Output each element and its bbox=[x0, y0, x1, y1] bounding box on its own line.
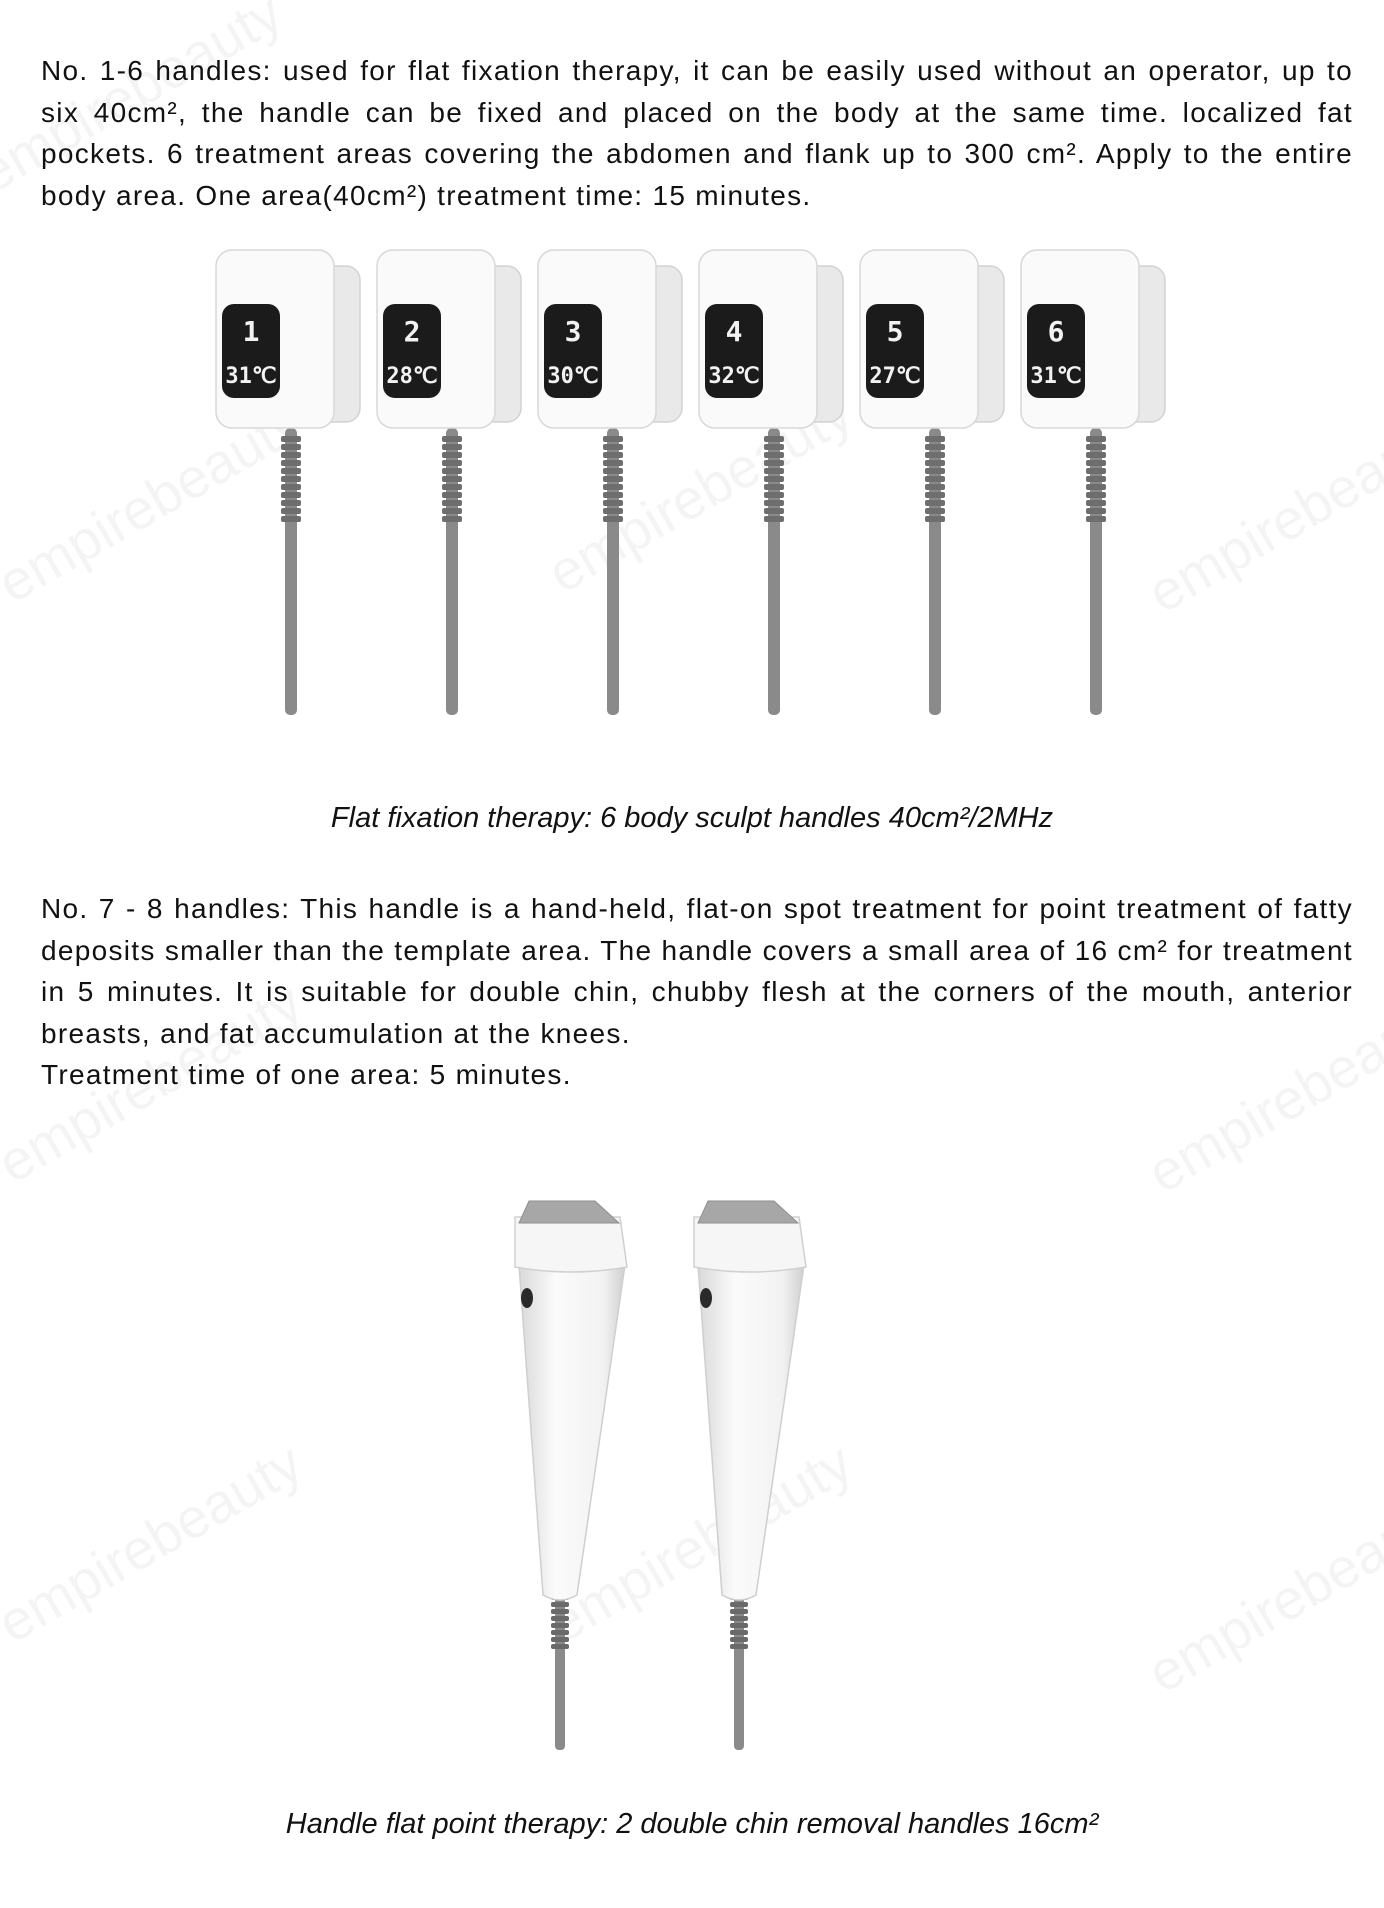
pad-handle bbox=[538, 250, 682, 715]
handle-number: 1 bbox=[242, 315, 260, 348]
handle-number: 6 bbox=[1047, 315, 1065, 348]
handle-number: 2 bbox=[403, 315, 421, 348]
pad-handle bbox=[860, 250, 1004, 715]
strain-relief bbox=[764, 436, 784, 522]
pad-handle bbox=[1021, 250, 1165, 715]
point-handle bbox=[515, 1201, 627, 1750]
handle-head bbox=[515, 1217, 627, 1272]
section2-time-line: Treatment time of one area: 5 minutes. bbox=[41, 1059, 572, 1090]
treatment-plate bbox=[698, 1201, 798, 1223]
point-handle bbox=[694, 1201, 806, 1750]
handle-temp: 30℃ bbox=[547, 364, 599, 389]
strain-relief bbox=[442, 436, 462, 522]
strain-relief bbox=[603, 436, 623, 522]
point-handles-image bbox=[0, 1195, 1384, 1770]
strain-relief bbox=[925, 436, 945, 522]
strain-relief bbox=[281, 436, 301, 522]
pad-handle bbox=[216, 250, 360, 715]
handle-body bbox=[519, 1265, 625, 1600]
handle-number: 3 bbox=[564, 315, 582, 348]
handle-number: 5 bbox=[886, 315, 904, 348]
pad-handle bbox=[699, 250, 843, 715]
power-button-icon bbox=[521, 1288, 533, 1308]
handle-temp: 31℃ bbox=[1030, 364, 1082, 389]
section2-caption: Handle flat point therapy: 2 double chin removal handles 16cm² bbox=[285, 1808, 1099, 1840]
pad-handles-image bbox=[0, 238, 1384, 738]
section1-paragraph: No. 1-6 handles: used for flat fixation therapy, it can be easily used without an operator, up to six 40cm², the handle can be fixed and placed on the body at the same time. localized fat pockets. 6 treatment areas covering the abdomen and flank up to 300 cm². Apply to the entire body area. One area(40cm²) treatment time: 15 minutes. bbox=[41, 55, 1353, 211]
pad-handle bbox=[377, 250, 521, 715]
power-button-icon bbox=[700, 1288, 712, 1308]
handle-temp: 32℃ bbox=[708, 364, 760, 389]
handle-temp: 28℃ bbox=[386, 364, 438, 389]
section2-paragraph-block bbox=[41, 888, 1353, 1096]
section1-caption: Flat fixation therapy: 6 body sculpt handles 40cm²/2MHz bbox=[330, 802, 1054, 834]
treatment-plate bbox=[519, 1201, 619, 1223]
strain-relief bbox=[1086, 436, 1106, 522]
section2-paragraph: No. 7 - 8 handles: This handle is a hand-held, flat-on spot treatment for point treatment of fatty deposits smaller than the template area. The handle covers a small area of 16 cm² for treatment in 5 minutes. It is suitable for double chin, chubby flesh at the corners of the mouth, anterior breasts, and fat accumulation at the knees. bbox=[41, 893, 1353, 1049]
handle-body bbox=[698, 1265, 804, 1600]
handle-temp: 27℃ bbox=[869, 364, 921, 389]
handle-temp: 31℃ bbox=[225, 364, 277, 389]
handle-head bbox=[694, 1217, 806, 1272]
handle-number: 4 bbox=[725, 315, 743, 348]
